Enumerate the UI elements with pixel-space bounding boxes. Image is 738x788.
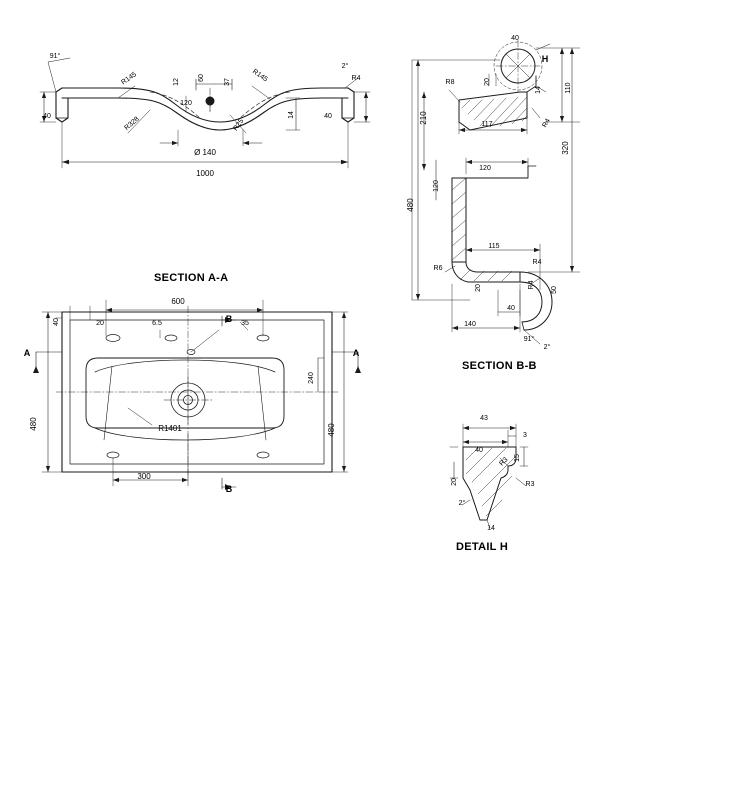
dim-text: R4 [528,280,535,290]
dimension-text-layer [24,35,572,532]
dim-text: 480 [29,417,38,431]
dim-text: 91° [523,336,535,343]
dim-text: 40 [53,318,60,326]
dim-text: R3 [498,456,510,468]
dim-text: 140 [464,321,476,328]
dim-text: 110 [565,82,572,94]
dim-text: R4 [541,117,552,129]
dim-text: 14 [288,111,295,119]
dim-text: 37 [224,78,231,86]
dim-text: R145 [250,68,269,84]
dim-text: 2° [341,63,349,70]
dim-text: 1000 [196,169,214,178]
dim-text: 600 [171,297,185,306]
dim-text: 300 [137,472,151,481]
dim-text: 35 [241,320,249,327]
caption-detail-h: DETAIL H [456,541,509,553]
dim-text: 240 [308,372,315,384]
caption-section-bb: SECTION B-B [462,360,537,372]
dim-text: R6 [433,265,443,272]
dim-text: 40 [475,447,483,454]
dim-text: 12 [173,78,180,86]
dim-text: 320 [561,141,570,155]
dim-text: 210 [419,111,428,125]
dim-text: 2° [543,344,551,351]
section-label-b-bottom: B [225,484,233,494]
dim-text: R1401 [158,424,182,433]
dim-text: 2° [458,500,466,507]
dim-text: R3 [525,481,535,488]
dim-text: R4 [532,259,542,266]
view-plan [33,300,361,490]
dim-text: R145 [120,71,139,87]
dim-text: 40 [507,305,515,312]
detail-callout-h: H [541,54,549,64]
dim-text: 480 [327,423,336,437]
dim-text: 15 [514,454,521,462]
dim-text: R8 [445,79,455,86]
dim-text: 20 [475,284,482,292]
dim-text: 20 [96,320,104,327]
dim-text: 6.5 [152,320,162,327]
dim-text: 20 [451,478,458,486]
dim-text: 40 [324,113,332,120]
dim-text: R25 [232,117,246,133]
dim-text: 120 [479,165,491,172]
dim-text: 20 [484,78,491,86]
dim-text: 14 [487,525,495,532]
dim-text: 60 [198,74,205,82]
view-detail-h [450,424,528,528]
dim-text: Ø 140 [194,148,216,157]
dim-text: 115 [488,243,500,250]
dim-text: 43 [480,415,488,422]
dim-text: 14 [535,86,542,94]
caption-section-aa: SECTION A-A [154,272,229,284]
section-label-b-top: B [225,314,233,324]
dim-text: 40 [511,35,519,42]
dim-text: 50 [551,286,558,294]
dim-text: 120 [433,180,440,192]
dim-text: 91° [49,53,61,60]
dim-text: 120 [180,100,192,107]
dim-text: 3 [523,432,527,439]
dim-text: 480 [406,198,415,212]
section-label-a-left: A [23,348,31,358]
section-label-a-right: A [352,348,360,358]
dim-text: 40 [43,113,51,120]
dim-text: R4 [351,75,361,82]
dim-text: 117 [481,121,493,128]
dim-text: R328 [123,115,141,132]
